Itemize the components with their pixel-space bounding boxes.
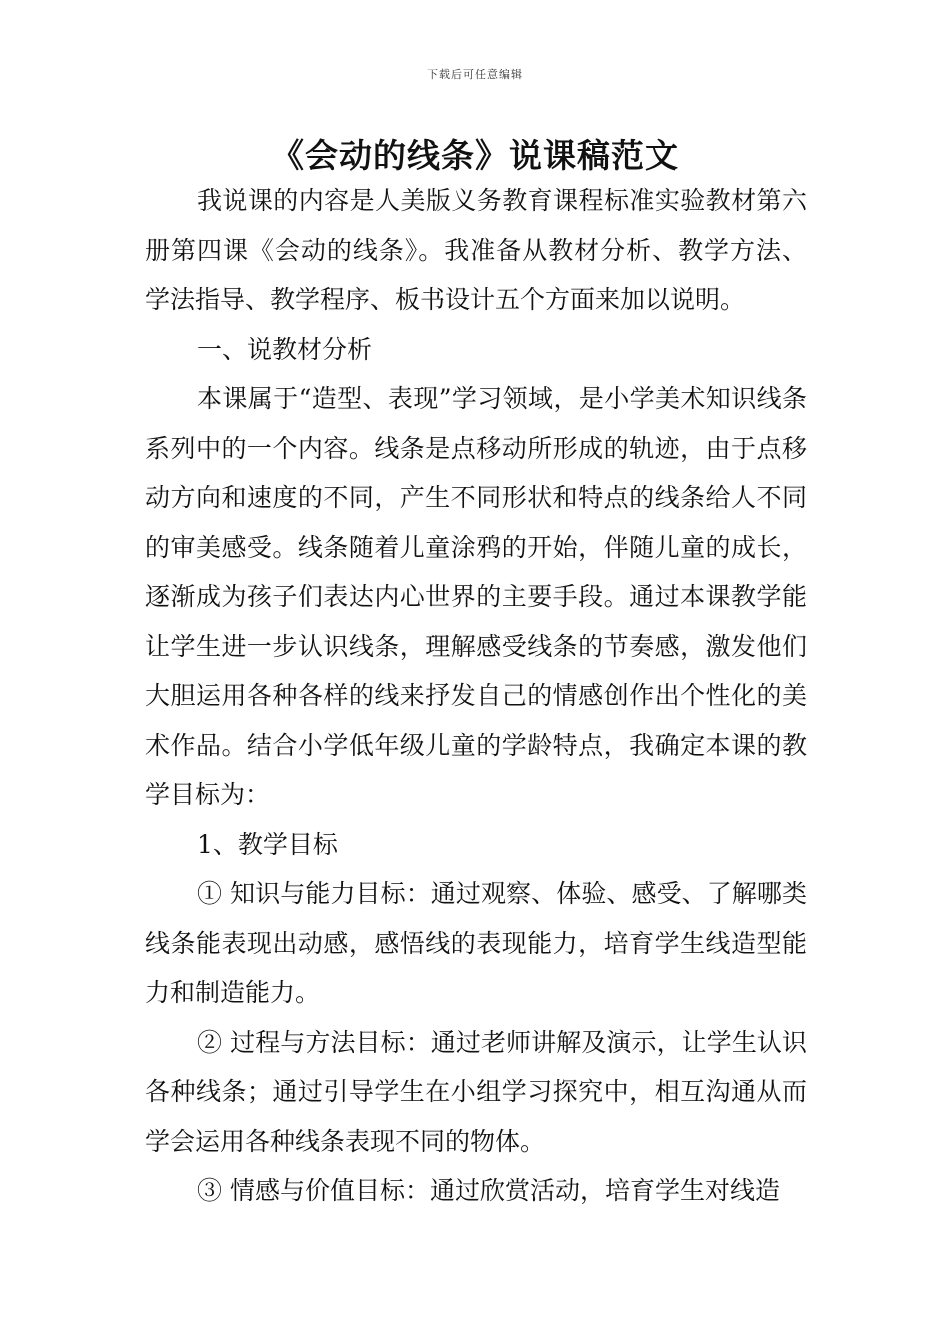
document-body [145, 176, 807, 1216]
objective-emotion: ③ 情感与价值目标：通过欣赏活动，培育学生对线造 [197, 1176, 780, 1205]
paragraph-intro: 我说课的内容是人美版义务教育课程标准实验教材第六册第四课《会动的线条》。我准备从教材分析、教学方法、学法指导、教学程序、板书设计五个方面来加以说明。 [145, 186, 807, 314]
paragraph-analysis: 本课属于“造型、表现”学习领域，是小学美术知识线条系列中的一个内容。线条是点移动所形成的轨迹，由于点移动方向和速度的不同，产生不同形状和特点的线条给人不同的审美感受。线条随着儿童涂鸦的开始，伴随儿童的成长，逐渐成为孩子们表达内心世界的主要手段。通过本课教学能让学生进一步认识线条，理解感受线条的节奏感，激发他们大胆运用各种各样的线来抒发自己的情感创作出个性化的美术作品。结合小学低年级儿童的学龄特点，我确定本课的教学目标为： [145, 384, 807, 809]
section-heading-1: 一、说教材分析 [197, 334, 373, 364]
header-note: 下载后可任意编辑 [427, 68, 523, 81]
objective-knowledge: ① 知识与能力目标：通过观察、体验、感受、了解哪类线条能表现出动感，感悟线的表现能力，培育学生线造型能力和制造能力。 [145, 879, 807, 1007]
document-title: 《会动的线条》说课稿范文 [271, 136, 679, 175]
subheading-objectives: 1、教学目标 [197, 829, 338, 859]
objective-process: ② 过程与方法目标：通过老师讲解及演示，让学生认识各种线条；通过引导学生在小组学习探究中，相互沟通从而学会运用各种线条表现不同的物体。 [145, 1027, 807, 1156]
